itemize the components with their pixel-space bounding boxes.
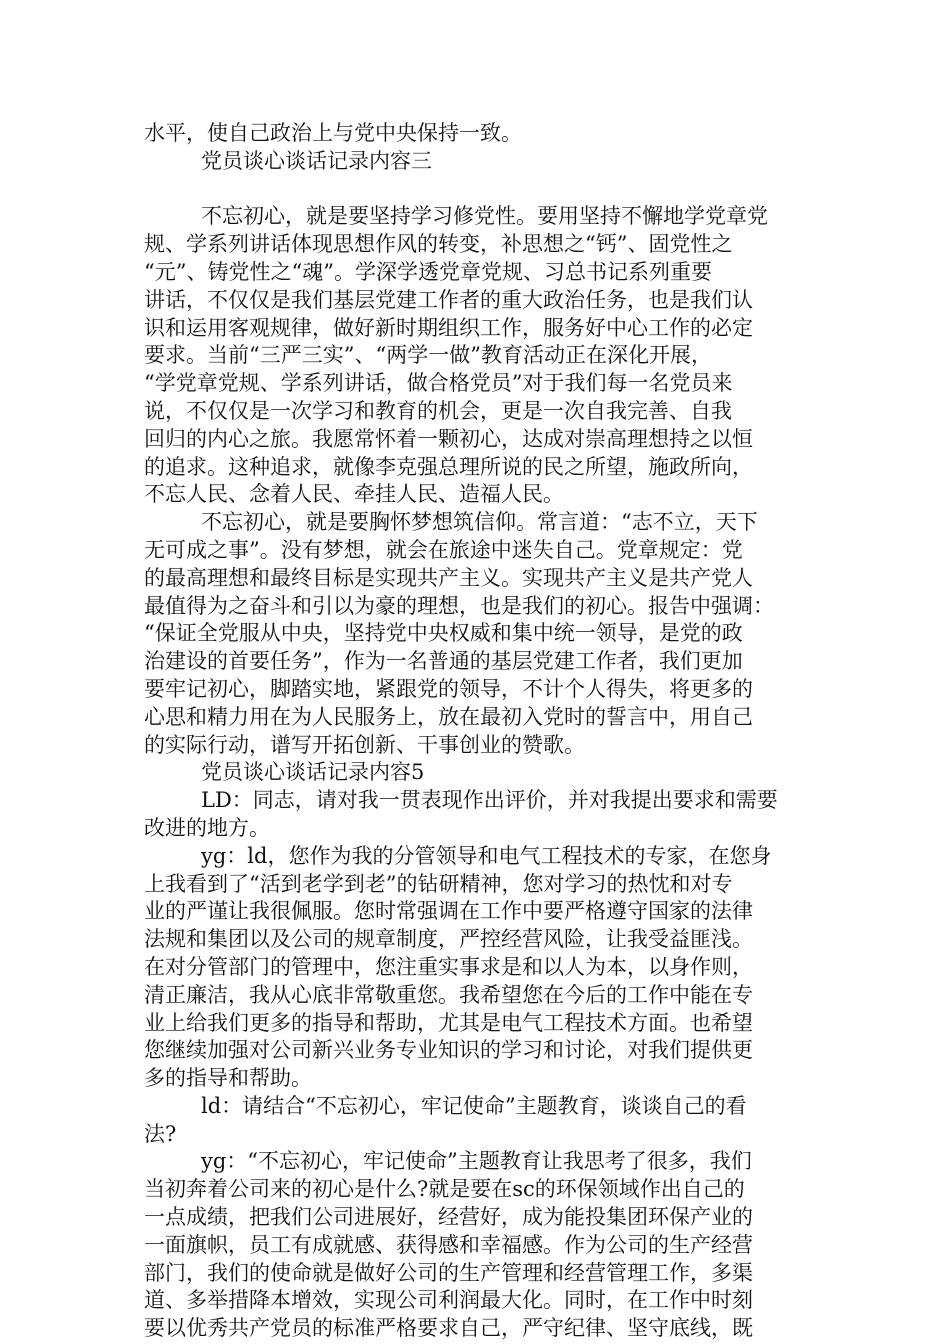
text-line: 您继续加强对公司新兴业务专业知识的学习和讨论，对我们提供更	[144, 1038, 753, 1063]
text-line: 的最高理想和最终目标是实现共产主义。实现共产主义是共产党人	[144, 565, 753, 590]
text-line: 部门，我们的使命就是做好公司的生产管理和经营管理工作，多渠	[144, 1260, 753, 1285]
text-line: 清正廉洁，我从心底非常敬重您。我希望您在今后的工作中能在专	[144, 982, 753, 1007]
text-line: 一面旗帜，员工有成就感、获得感和幸福感。作为公司的生产经营	[144, 1232, 753, 1257]
text-line: yg：ld，您作为我的分管领导和电气工程技术的专家，在您身	[201, 843, 772, 868]
text-line: 当初奔着公司来的初心是什么?就是要在sc的环保领域作出自己的	[144, 1177, 745, 1202]
text-line: 业的严谨让我很佩服。您时常强调在工作中要严格遵守国家的法律	[144, 899, 753, 924]
text-line: 的实际行动，谱写开拓创新、干事创业的赞歌。	[144, 732, 585, 757]
section-heading: 党员谈心谈话记录内容5	[201, 760, 425, 785]
text-line: 最值得为之奋斗和引以为豪的理想，也是我们的初心。报告中强调：	[144, 593, 774, 618]
document-body	[144, 120, 806, 1343]
text-line: 不忘初心，就是要胸怀梦想筑信仰。常言道：“志不立，天下	[201, 510, 758, 535]
text-line: 识和运用客观规律，做好新时期组织工作，服务好中心工作的必定	[144, 315, 753, 340]
text-line: 不忘人民、念着人民、牵挂人民、造福人民。	[144, 482, 564, 507]
text-line: 治建设的首要任务”，作为一名普通的基层党建工作者，我们更加	[144, 649, 743, 674]
text-line: yg：“不忘初心，牢记使命”主题教育让我思考了很多，我们	[201, 1149, 752, 1174]
text-line: 要以优秀共产党员的标准严格要求自己，严守纪律、坚守底线，既	[144, 1316, 753, 1341]
text-line: 水平，使自己政治上与党中央保持一致。	[144, 121, 522, 145]
text-line: 的追求。这种追求，就像李克强总理所说的民之所望，施政所向，	[144, 454, 753, 479]
text-line: 道、多举措降本增效，实现公司利润最大化。同时，在工作中时刻	[144, 1288, 753, 1313]
text-line: 无可成之事”。没有梦想，就会在旅途中迷失自己。党章规定：党	[144, 537, 743, 562]
text-line: 心思和精力用在为人民服务上，放在最初入党时的誓言中，用自己	[144, 704, 753, 729]
text-line: 法规和集团以及公司的规章制度，严控经营风险，让我受益匪浅。	[144, 927, 753, 952]
text-line: 法?	[144, 1121, 177, 1146]
text-line: “学党章党规、学系列讲话，做合格党员”对于我们每一名党员来	[144, 371, 733, 396]
text-line: ld：请结合“不忘初心，牢记使命”主题教育，谈谈自己的看	[201, 1093, 747, 1118]
blank-line	[144, 176, 806, 204]
text-line: LD：同志，请对我一贯表现作出评价，并对我提出要求和需要	[201, 788, 778, 813]
text-line: 业上给我们更多的指导和帮助，尤其是电气工程技术方面。也希望	[144, 1010, 753, 1035]
text-line: 回归的内心之旅。我愿常怀着一颗初心，达成对崇高理想持之以恒	[144, 426, 753, 451]
section-heading: 党员谈心谈话记录内容三	[201, 148, 432, 173]
text-line: 一点成绩，把我们公司进展好，经营好，成为能投集团环保产业的	[144, 1205, 753, 1230]
text-line: 在对分管部门的管理中，您注重实事求是和以人为本，以身作则，	[144, 954, 753, 979]
text-line: 不忘初心，就是要坚持学习修党性。要用坚持不懈地学党章党	[201, 204, 768, 229]
text-line: 要牢记初心，脚踏实地，紧跟党的领导，不计个人得失，将更多的	[144, 676, 753, 701]
text-line: 改进的地方。	[144, 815, 270, 840]
text-line: “元”、铸党性之“魂”。学深学透党章党规、习总书记系列重要	[144, 259, 712, 284]
text-line: 多的指导和帮助。	[144, 1066, 312, 1091]
text-line: 要求。当前“三严三实”、“两学一做”教育活动正在深化开展，	[144, 343, 712, 368]
text-line: 上我看到了“活到老学到老”的钻研精神，您对学习的热忱和对专	[144, 871, 733, 896]
text-line: 规、学系列讲话体现思想作风的转变，补思想之“钙”、固党性之	[144, 232, 733, 257]
text-line: 说，不仅仅是一次学习和教育的机会，更是一次自我完善、自我	[144, 398, 732, 423]
text-line: “保证全党服从中央，坚持党中央权威和集中统一领导，是党的政	[144, 621, 743, 646]
text-line: 讲话，不仅仅是我们基层党建工作者的重大政治任务，也是我们认	[144, 287, 753, 312]
